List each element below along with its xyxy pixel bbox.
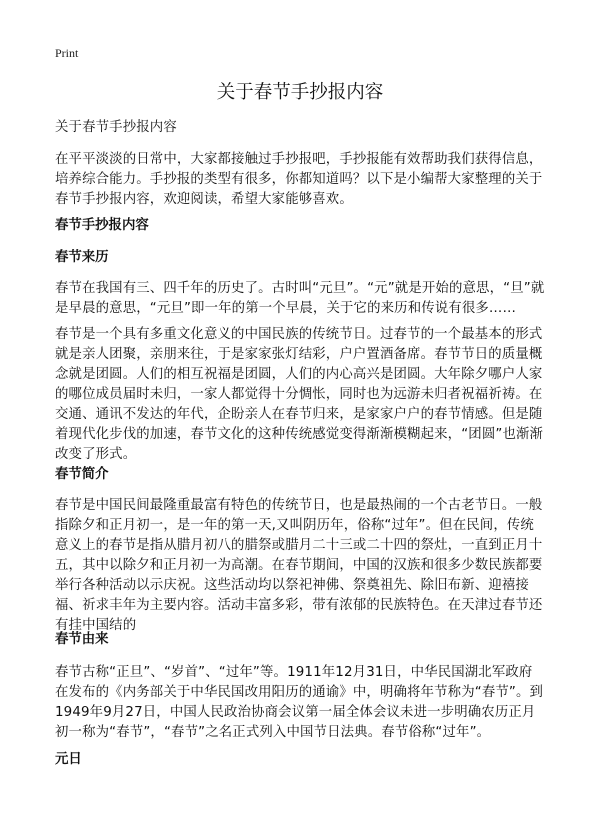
- section-heading-history: 春节来历: [55, 250, 109, 265]
- origin-paragraph: 春节古称“正旦”、“岁首”、“过年”等。1911年12月31日，中华民国湖北军政府在发布的《内务部关于中华民国改用阳历的通谕》中，明确将年节称为“春节”。到1949年9月27日，中国人民政治协商会议第一届全体会议未进一步明确农历正月初一称为“春节”，“春节”之名正式列入中国节日法典。春节俗称“过年”。: [55, 665, 544, 740]
- section-heading-yuandan: 元日: [55, 752, 82, 767]
- section-heading-intro: 春节简介: [55, 467, 109, 482]
- history-paragraph-2: 春节是一个具有多重文化意义的中国民族的传统节日。过春节的一个最基本的形式就是亲人团聚，亲朋来往，于是家家张灯结彩，户户置酒备席。春节节日的质量概念就是团圆。人们的相互祝福是团圆，人们的内心高兴是团圆。大年除夕哪户人家的哪位成员届时未归，一家人都觉得十分惆怅，同时也为远游未归者祝福祈祷。在交通、通讯不发达的年代，企盼亲人在春节归来，是家家户户的春节情感。但是随着现代化步伐的加速，春节文化的这种传统感觉变得渐渐模糊起来，“团圆”也渐渐改变了形式。: [55, 327, 544, 462]
- intro-section-paragraph: 春节是中国民间最隆重最富有特色的传统节日，也是最热闹的一个古老节日。一般指除夕和正月初一，是一年的第一天,又叫阴历年，俗称“过年”。但在民间，传统意义上的春节是指从腊月初八的腊祭或腊月二十三或二十四的祭灶，一直到正月十五，其中以除夕和正月初一为高潮。在春节期间，中国的汉族和很多少数民族都要举行各种活动以示庆祝。这些活动均以祭祀神佛、祭奠祖先、除旧布新、迎禧接福、祈求丰年为主要内容。活动丰富多彩，带有浓郁的民族特色。在天津过春节还有挂中国结的: [55, 498, 543, 633]
- article-subtitle: 关于春节手抄报内容: [55, 120, 177, 135]
- section-heading-main: 春节手抄报内容: [55, 218, 149, 233]
- section-heading-origin: 春节由来: [55, 632, 109, 647]
- intro-paragraph: 在平平淡淡的日常中，大家都接触过手抄报吧，手抄报能有效帮助我们获得信息，培养综合能力。手抄报的类型有很多，你都知道吗？以下是小编帮大家整理的关于春节手抄报内容，欢迎阅读，希望大家能够喜欢。: [55, 152, 543, 207]
- print-link[interactable]: Print: [55, 46, 79, 60]
- history-paragraph-1: 春节在我国有三、四千年的历史了。古时叫“元旦”。“元”就是开始的意思，“旦”就是早晨的意思，“元旦”即一年的第一个早晨，关于它的来历和传说有很多……: [55, 281, 545, 316]
- page-title: 关于春节手抄报内容: [216, 82, 384, 103]
